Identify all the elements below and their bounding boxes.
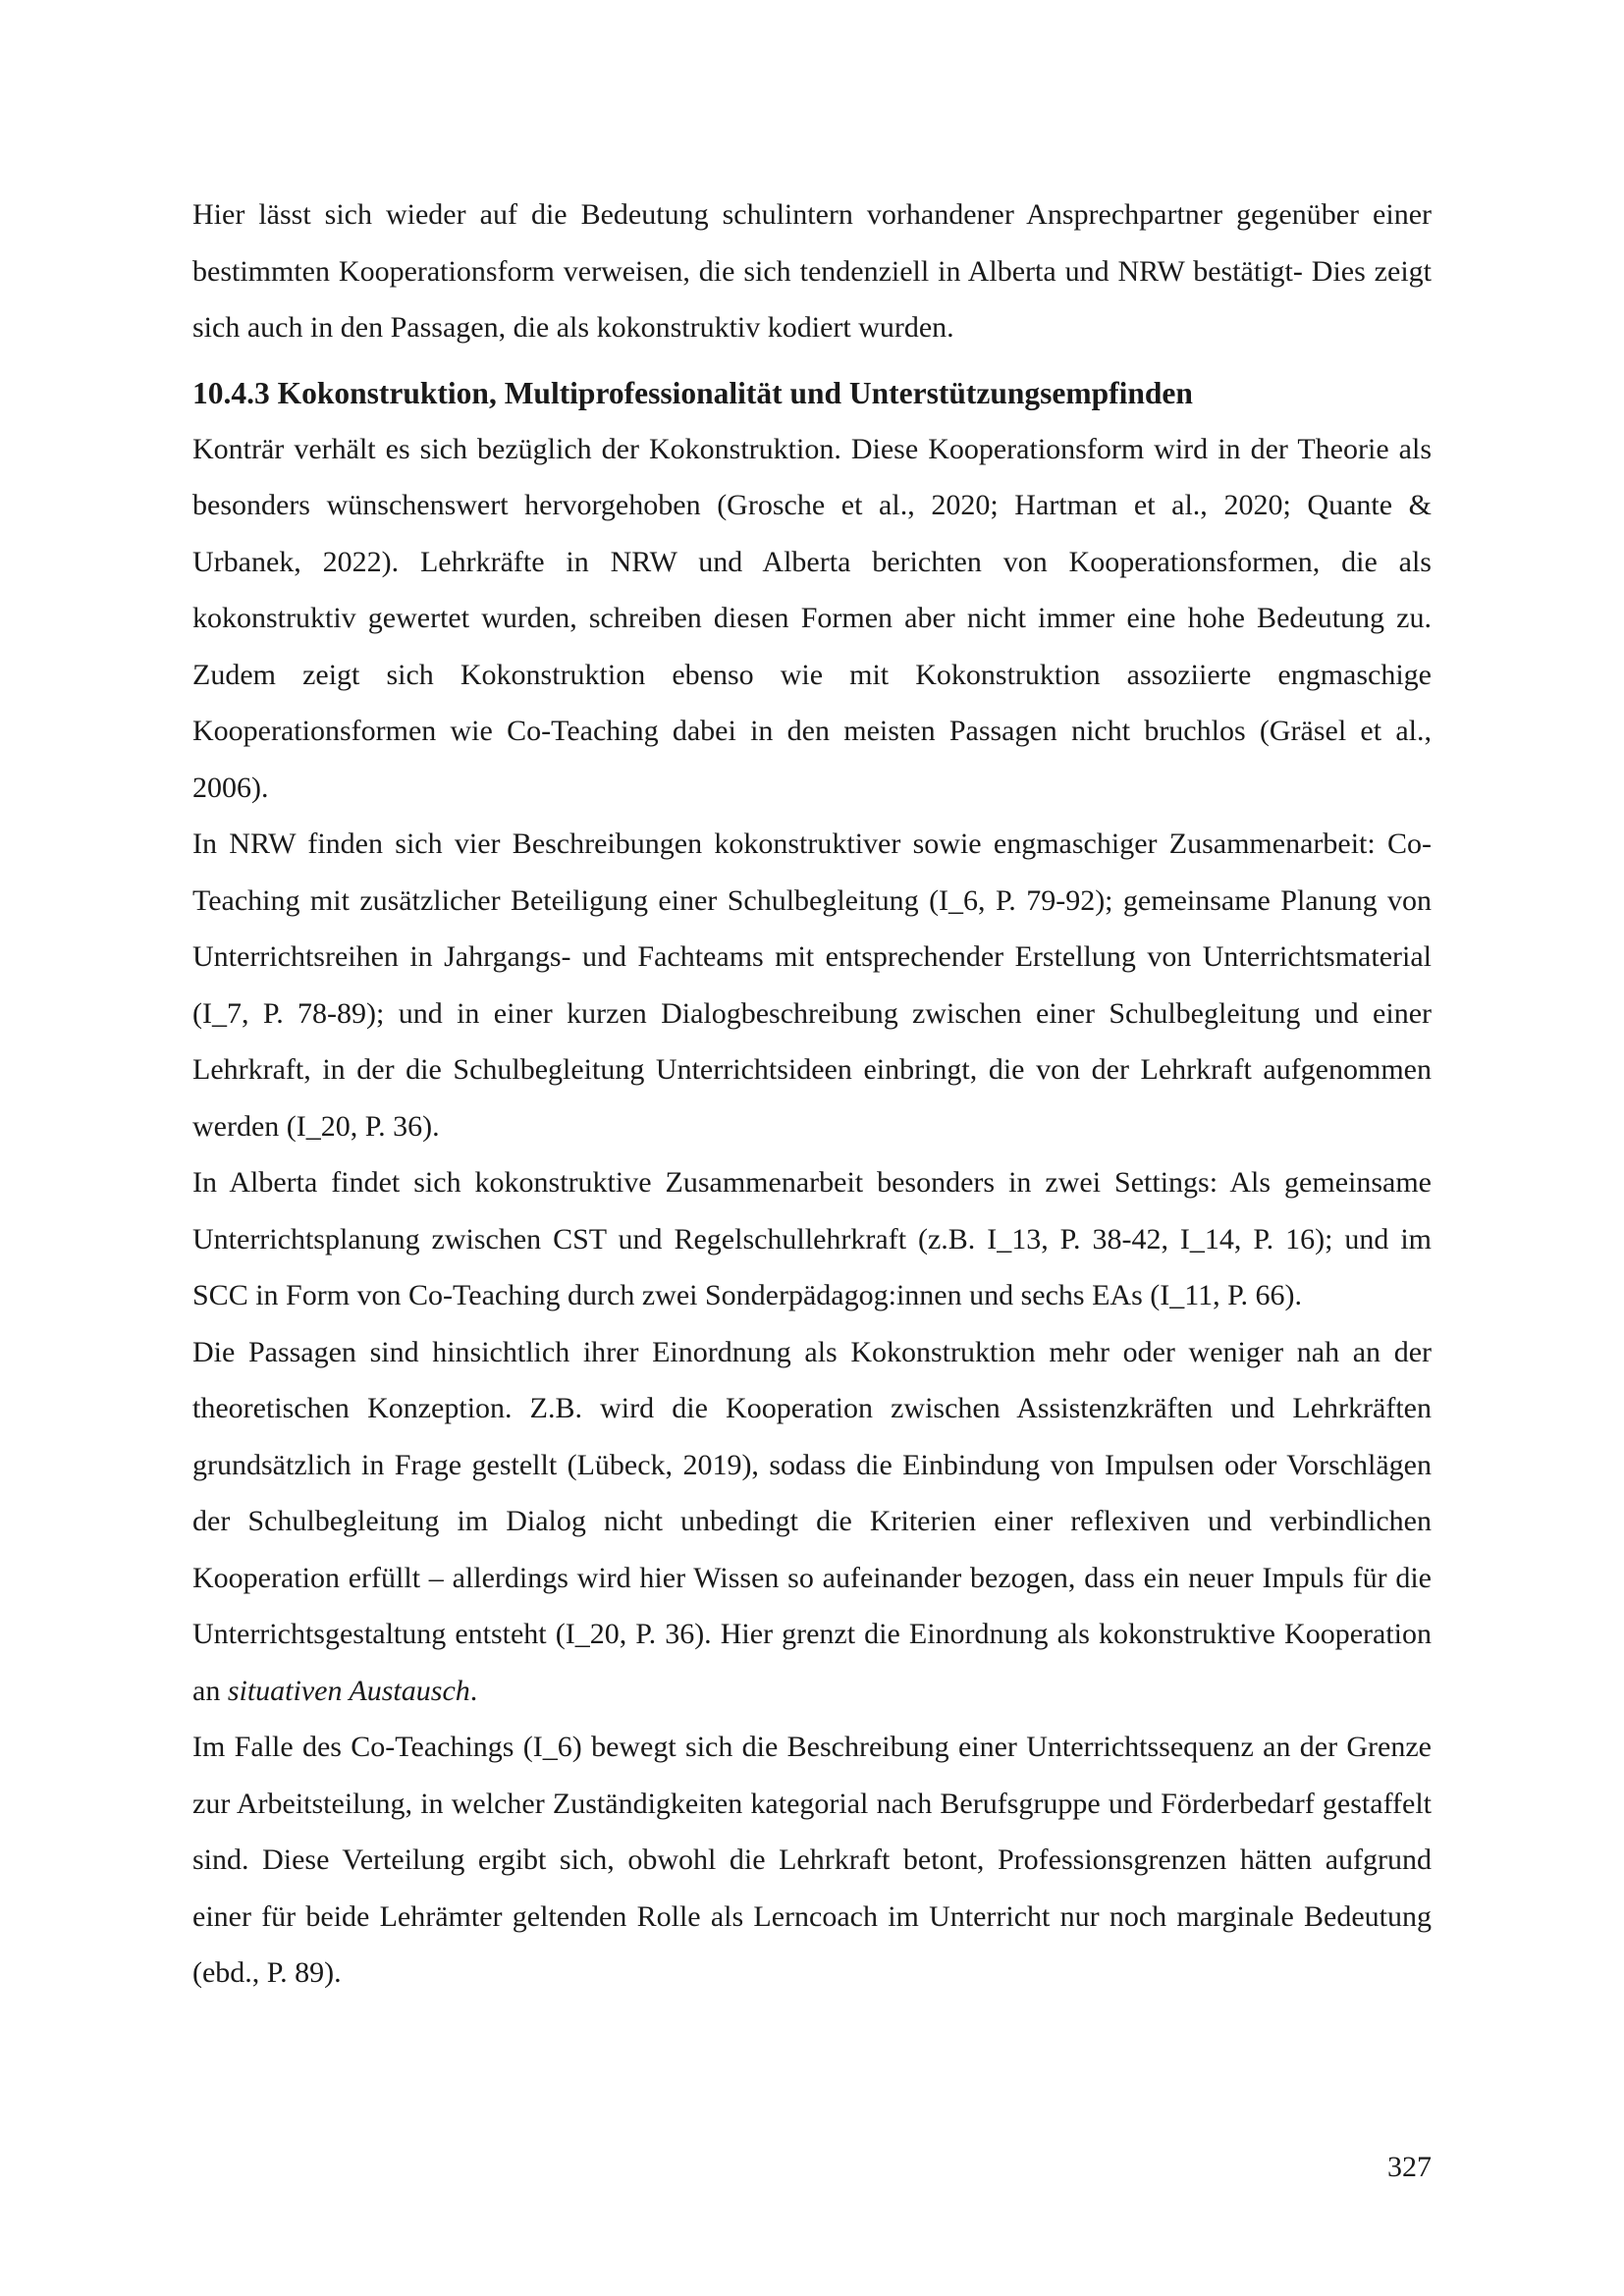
paragraph-nrw: In NRW finden sich vier Beschreibungen kokonstruktiver sowie engmaschiger Zusammenarbeit: Co-Teaching mit zusätzlicher Beteiligung einer Schulbegleitung (I_6, P. 79-92); gemeinsame Planung von Unterrichtsreihen in Jahrgangs- und Fachteams mit entsprechender Erstellung von Unterrichtsmaterial (I_7, P. 78-89); und in einer kurzen Dialogbeschreibung zwischen einer Schulbegleitung und einer Lehrkraft, in der die Schulbegleitung Unterrichtsideen einbringt, die von der Lehrkraft aufgenommen werden (I_20, P. 36). [192,828,1432,1143]
paragraph-alberta: In Alberta findet sich kokonstruktive Zusammenarbeit besonders in zwei Settings: Als gemeinsame Unterrichtsplanung zwischen CST und Regelschullehrkraft (z.B. I_13, P. 38-42, I_14, P. 16); und im SCC in Form von Co-Teaching durch zwei Sonderpädagog:innen und sechs EAs (I_11, P. 66). [192,1166,1432,1311]
section-heading: 10.4.3 Kokonstruktion, Multiprofessionalität und Unterstützungsempfinden [192,375,1193,410]
paragraph-passagen-text: Die Passagen sind hinsichtlich ihrer Einordnung als Kokonstruktion mehr oder weniger nah an der theoretischen Konzeption. Z.B. wird die Kooperation zwischen Assistenzkräften und Lehrkräften grundsätzlich in Frage gestellt (Lübeck, 2019), sodass die Einbindung von Impulsen oder Vorschlägen der Schulbegleitung im Dialog nicht unbedingt die Kriterien einer reflexiven und verbindlichen Kooperation erfüllt – allerdings wird hier Wissen so aufeinander bezogen, dass ein neuer Impuls für die Unterrichtsgestaltung entsteht (I_20, P. 36). Hier grenzt die Einordnung als kokonstruktive Kooperation an [192,1335,1432,1707]
paragraph-intro: Hier lässt sich wieder auf die Bedeutung schulintern vorhandener Ansprechpartner gegenüber einer bestimmten Kooperationsform verweisen, die sich tendenziell in Alberta und NRW bestätigt- Dies zeigt sich auch in den Passagen, die als kokonstruktiv kodiert wurden. [192,198,1432,344]
paragraph-co-teaching: Im Falle des Co-Teachings (I_6) bewegt sich die Beschreibung einer Unterrichtssequenz an der Grenze zur Arbeitsteilung, in welcher Zuständigkeiten kategorial nach Berufsgruppe und Förderbedarf gestaffelt sind. Diese Verteilung ergibt sich, obwohl die Lehrkraft betont, Professionsgrenzen hätten aufgrund einer für beide Lehrämter geltenden Rolle als Lerncoach im Unterricht nur noch marginale Bedeutung (ebd., P. 89). [192,1731,1432,1989]
page-body [192,187,1432,2002]
page-number: 327 [1387,2151,1432,2183]
paragraph-kokonstruktion: Konträr verhält es sich bezüglich der Kokonstruktion. Diese Kooperationsform wird in der Theorie als besonders wünschenswert hervorgehoben (Grosche et al., 2020; Hartman et al., 2020; Quante & Urbanek, 2022). Lehrkräfte in NRW und Alberta berichten von Kooperationsformen, die als kokonstruktiv gewertet wurden, schreiben diesen Formen aber nicht immer eine hohe Bedeutung zu. Zudem zeigt sich Kokonstruktion ebenso wie mit Kokonstruktion assoziierte engmaschige Kooperationsformen wie Co-Teaching dabei in den meisten Passagen nicht bruchlos (Gräsel et al., 2006). [192,432,1432,804]
emphasis-situativer-austausch: situativen Austausch [227,1674,470,1707]
paragraph-passagen-end: . [469,1674,478,1707]
paragraph-passagen [192,1324,1432,1720]
